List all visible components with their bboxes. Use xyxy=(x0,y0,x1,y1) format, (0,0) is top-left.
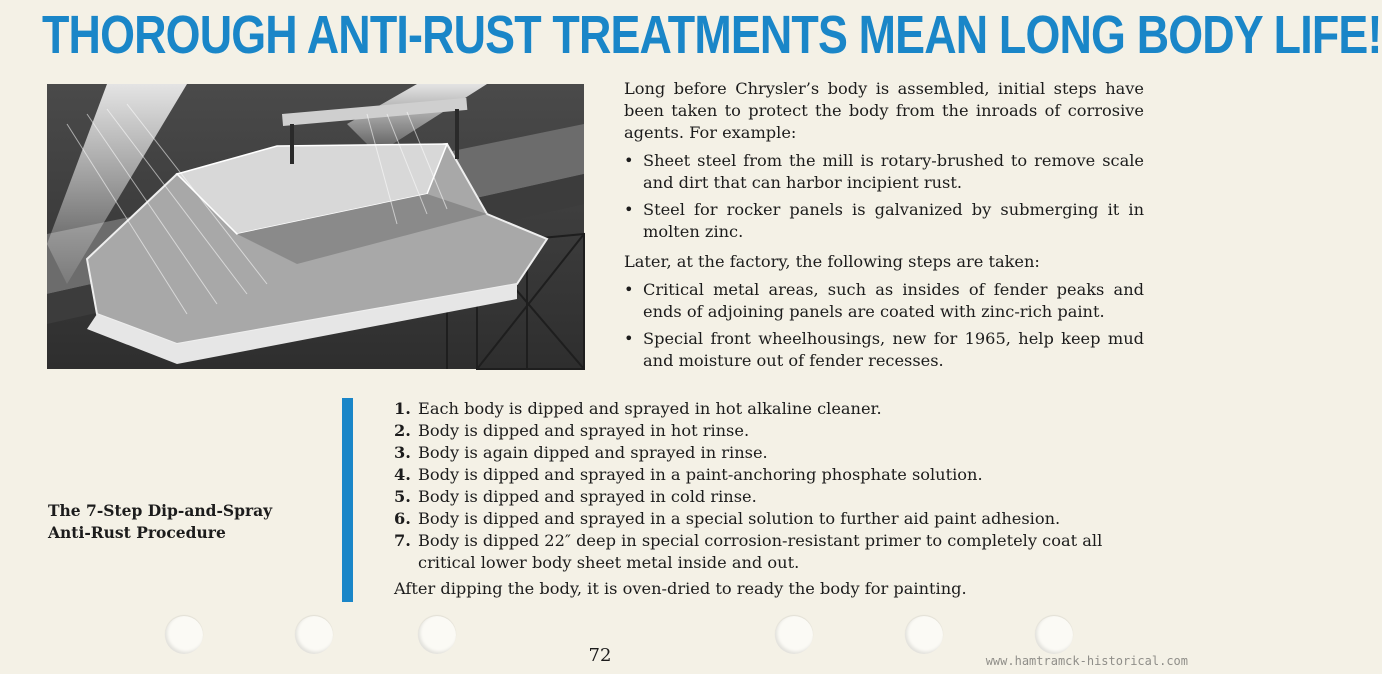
list-item: 6. Body is dipped and sprayed in a special solution to further aid paint adhesion. xyxy=(394,509,1061,528)
list-item: 2. Body is dipped and sprayed in hot rinse. xyxy=(394,421,750,440)
accent-bar xyxy=(342,398,353,602)
mill-steps-list xyxy=(624,150,1144,243)
binder-hole xyxy=(165,616,203,654)
binder-hole xyxy=(905,616,943,654)
list-item: • Special front wheelhousings, new for 1965, help keep mud and moisture out of fender recesses. xyxy=(624,329,1144,370)
list-item: • Steel for rocker panels is galvanized by submerging it in molten zinc. xyxy=(624,200,1144,241)
list-item: • Sheet steel from the mill is rotary-brushed to remove scale and dirt that can harbor incipient rust. xyxy=(624,151,1144,192)
bullet-icon: • xyxy=(624,200,634,219)
watermark: www.hamtramck-historical.com xyxy=(985,654,1188,668)
factory-steps-list xyxy=(624,279,1144,372)
binder-hole xyxy=(775,616,813,654)
procedure-title: The 7-Step Dip-and-Spray Anti-Rust Procedure xyxy=(48,501,273,542)
list-item: 3. Body is again dipped and sprayed in rinse. xyxy=(394,443,768,462)
intro-lead: Long before Chrysler’s body is assembled, initial steps have been taken to protect the body from the inroads of corrosive agents. For example: xyxy=(624,79,1144,142)
page-headline: THOROUGH ANTI-RUST TREATMENTS MEAN LONG BODY LIFE! xyxy=(42,5,1382,65)
list-item: 5. Body is dipped and sprayed in cold rinse. xyxy=(394,487,757,506)
factory-lead: Later, at the factory, the following steps are taken: xyxy=(624,252,1040,271)
list-item: 7. Body is dipped 22″ deep in special corrosion-resistant primer to completely coat all critical lower body sheet metal inside and out. xyxy=(394,531,1103,572)
list-item: 1. Each body is dipped and sprayed in hot alkaline cleaner. xyxy=(394,399,882,418)
binder-hole xyxy=(418,616,456,654)
list-item: 4. Body is dipped and sprayed in a paint-anchoring phosphate solution. xyxy=(394,465,983,484)
car-body-dip-spray-illustration xyxy=(47,84,584,369)
page-number: 72 xyxy=(588,645,612,666)
bullet-icon: • xyxy=(624,280,634,299)
binder-hole xyxy=(295,616,333,654)
procedure-steps xyxy=(394,398,1154,600)
bullet-icon: • xyxy=(624,329,634,348)
steps-list xyxy=(394,398,1154,574)
intro-text xyxy=(624,78,1144,380)
bullet-icon: • xyxy=(624,151,634,170)
after-dipping-note: After dipping the body, it is oven-dried to ready the body for painting. xyxy=(394,579,967,598)
binder-hole xyxy=(1035,616,1073,654)
list-item: • Critical metal areas, such as insides of fender peaks and ends of adjoining panels are coated with zinc-rich paint. xyxy=(624,280,1144,321)
